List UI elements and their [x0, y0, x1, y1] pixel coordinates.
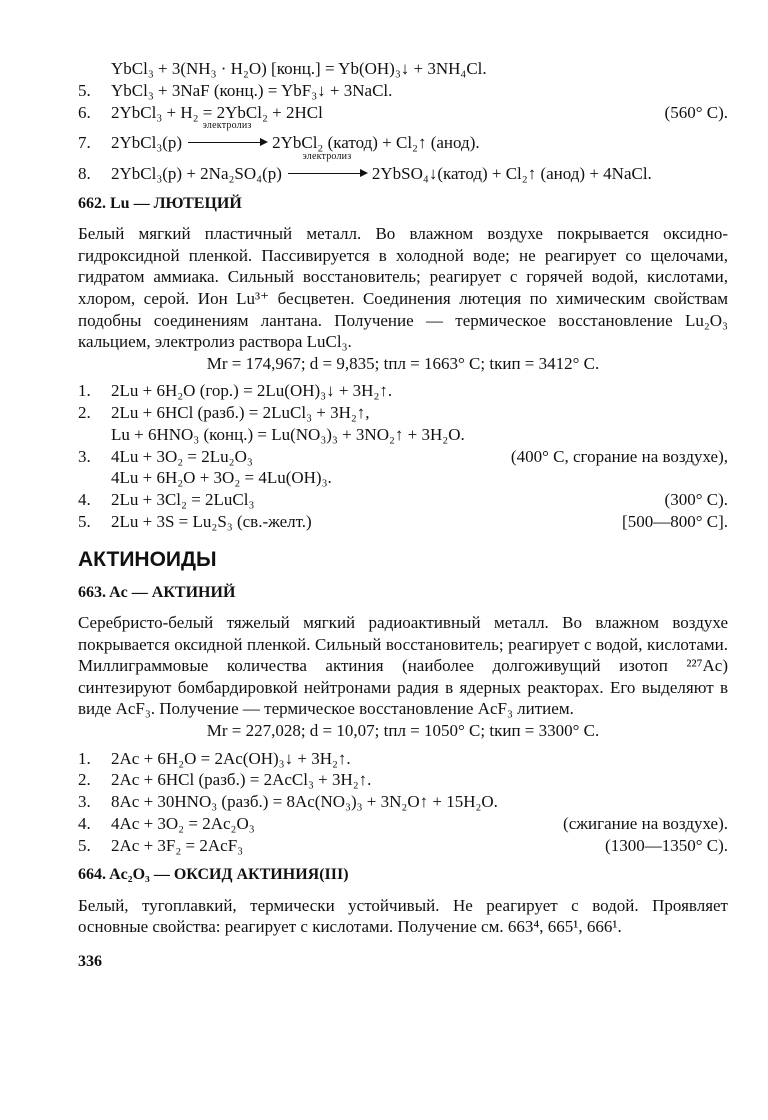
actinium-oxide-description: Белый, тугоплавкий, термически устойчивый. Не реагирует с водой. Проявляет основные свойства: реагирует с кислотами. Получение см. 663⁴, 665¹, 666¹. — [78, 895, 728, 937]
electrolysis-equation-8 — [78, 151, 728, 185]
equation-row — [78, 446, 728, 468]
equation-number: 3. — [78, 792, 91, 812]
arrow-right-icon — [288, 173, 366, 174]
equation-number: 4. — [78, 813, 91, 833]
arrow-right-icon — [188, 142, 266, 143]
equation-row — [78, 511, 728, 533]
equation-number: 5. — [78, 511, 91, 531]
equation-row — [78, 489, 728, 511]
equation-row — [78, 813, 728, 835]
arrow-label: электролиз — [302, 151, 352, 162]
document-page — [78, 58, 728, 973]
equation-row — [78, 791, 728, 813]
entry-heading-lutetium: 662. Lu — ЛЮТЕЦИЙ — [78, 194, 242, 212]
equation-row — [78, 835, 728, 857]
entry-heading-actinium: 663. Ac — АКТИНИЙ — [78, 583, 236, 601]
electrolysis-arrow — [188, 120, 266, 154]
page-number: 336 — [78, 953, 102, 971]
reactants: 2YbCl₃(р) — [111, 133, 183, 153]
equation-text: 2YbCl₃ + H₂ = 2YbCl₂ + 2HCl — [111, 102, 323, 122]
equation-number: 4. — [78, 490, 91, 510]
electrolysis-arrow — [288, 151, 366, 185]
equation-text: Lu + 6HNO₃ (конц.) = Lu(NO₃)₃ + 3NO₂↑ + 3H₂O. — [111, 424, 465, 444]
equation-condition: (300° C). — [664, 490, 728, 510]
products: 2YbCl₂ (катод) + Cl₂↑ (анод). — [272, 133, 480, 153]
equation-text: 2Lu + 3Cl₂ = 2LuCl₃ — [111, 490, 255, 510]
equation-number: 5. — [78, 80, 91, 100]
equation-number: 3. — [78, 446, 91, 466]
equation-row — [78, 769, 728, 791]
equation-number: 8. — [78, 164, 91, 183]
equation-condition: (560° C). — [664, 102, 728, 122]
equation-number: 6. — [78, 102, 91, 122]
equation-text: 2Ac + 6H₂O = 2Ac(OH)₃↓ + 3H₂↑. — [111, 748, 351, 768]
equation-number: 1. — [78, 748, 91, 768]
equation-number: 5. — [78, 835, 91, 855]
equation-number: 1. — [78, 381, 91, 401]
equation-row — [78, 402, 728, 424]
actinium-description: Серебристо-белый тяжелый мягкий радиоактивный металл. Во влажном воздухе покрывается оксидной пленкой. Сильный восстановитель; реагирует с водой, кислотами. Миллиграммовые количества актиния (наиболее долгоживущий изотоп ²²⁷Ac) синтезируют бомбардировкой нейтронами радия в ядерных реакторах. Его выделяют в виде AcF₃. Получение — термическое восстановление AcF₃ литием. — [78, 613, 728, 719]
equation-text: 2Ac + 6HCl (разб.) = 2AcCl₃ + 3H₂↑. — [111, 770, 372, 790]
equation-text: 4Lu + 3O₂ = 2Lu₂O₃ — [111, 446, 253, 466]
equation-text: 2Lu + 3S = Lu₂S₃ (св.-желт.) — [111, 511, 312, 531]
lutetium-description: Белый мягкий пластичный металл. Во влажном воздухе покрывается оксидно-гидроксидной пленкой. Пассивируется в холодной воде; не реагирует со щелочами, гидратом аммиака. Сильный восстановитель; реагирует с горячей водой, кислотами, хлором, серой. Ион Lu³⁺ бесцветен. Соединения лютеция по химическим свойствам подобны соединениям лантана. Получение — термическое восстановление Lu₂O₃ кальцием, электролиз раствора LuCl₃. — [78, 224, 728, 352]
equation-condition: (сжигание на воздухе). — [563, 813, 728, 833]
equation-condition: [500—800° C]. — [622, 511, 728, 531]
arrow-label: электролиз — [202, 120, 252, 132]
equation-text: 2Lu + 6HCl (разб.) = 2LuCl₃ + 3H₂↑, — [111, 403, 370, 423]
equation-number: 2. — [78, 403, 91, 423]
equation-text — [111, 151, 728, 185]
lutetium-properties: Mr = 174,967; d = 9,835; tпл = 1663° C; tкип = 3412° C. — [206, 353, 600, 373]
equation-text: 2Lu + 6H₂O (гор.) = 2Lu(OH)₃↓ + 3H₂↑. — [111, 381, 393, 401]
actinium-properties: Mr = 227,028; d = 10,07; tпл = 1050° C; tкип = 3300° C. — [206, 720, 600, 740]
equation-number: 7. — [78, 133, 91, 153]
equation-text: 8Ac + 30HNO₃ (разб.) = 8Ac(NO₃)₃ + 3N₂O↑ + 15H₂O. — [111, 792, 498, 812]
equation-text: YbCl₃ + 3NaF (конц.) = YbF₃↓ + 3NaCl. — [111, 80, 393, 100]
section-title: АКТИНОИДЫ — [78, 547, 217, 571]
reactants: 2YbCl₃(р) + 2Na₂SO₄(р) — [111, 164, 282, 183]
equation-text: 4Ac + 3O₂ = 2Ac₂O₃ — [111, 813, 255, 833]
equation-row — [78, 748, 728, 770]
equation-condition: (400° C, сгорание на воздухе), — [510, 446, 728, 466]
equation-number: 2. — [78, 770, 91, 790]
equation-row — [78, 380, 728, 402]
equation-text: YbCl₃ + 3(NH₃ · H₂O) [конц.] = Yb(OH)₃↓ + 3NH₄Cl. — [111, 59, 487, 78]
electrolysis-equation-7 — [78, 120, 728, 154]
equation-row — [78, 424, 728, 446]
equation-row — [78, 80, 728, 102]
products: 2YbSO₄↓(катод) + Cl₂↑ (анод) + 4NaCl. — [371, 164, 652, 183]
equation-row — [78, 58, 728, 80]
equation-row — [78, 102, 728, 124]
equation-row — [78, 467, 728, 489]
equation-text — [111, 120, 728, 154]
equation-condition: (1300—1350° C). — [605, 835, 728, 855]
equation-text: 4Lu + 6H₂O + 3O₂ = 4Lu(OH)₃. — [111, 468, 332, 488]
entry-heading-actinium-oxide: 664. Ac₂O₃ — ОКСИД АКТИНИЯ(III) — [78, 866, 349, 884]
equation-text: 2Ac + 3F₂ = 2AcF₃ — [111, 835, 244, 855]
